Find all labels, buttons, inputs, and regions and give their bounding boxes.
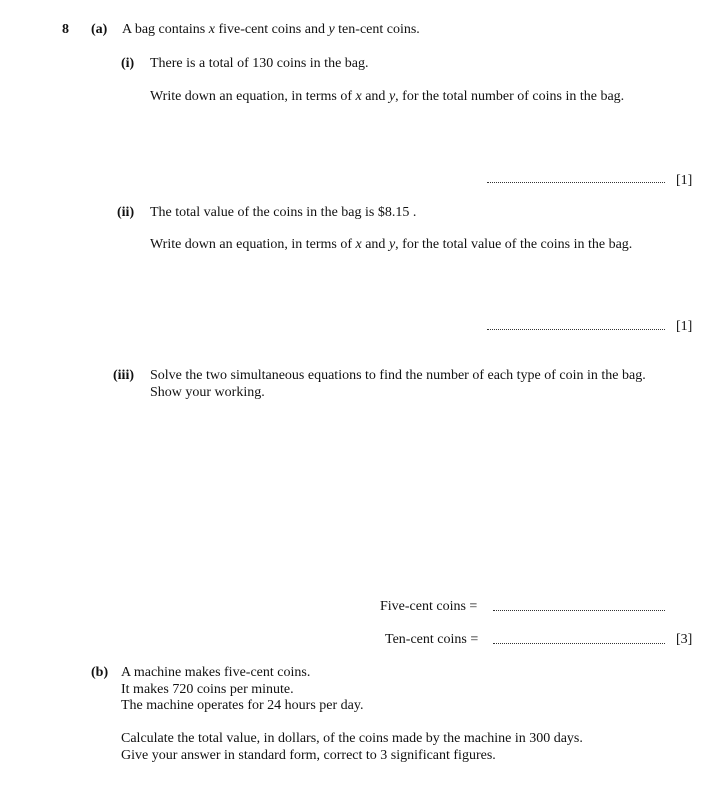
part-b-label: (b) (91, 665, 109, 680)
five-cent-label: Five-cent coins = (380, 599, 478, 614)
part-a-intro-suffix: ten-cent coins. (334, 22, 420, 37)
part-a-label: (a) (91, 22, 108, 37)
instruction-prefix: Write down an equation, in terms of (150, 237, 356, 252)
part-a-ii-label: (ii) (117, 205, 135, 220)
part-a-i-instruction (150, 89, 624, 105)
var-x: x (355, 89, 362, 104)
ten-cent-label: Ten-cent coins = (385, 632, 479, 647)
part-b-line3: The machine operates for 24 hours per day. (121, 698, 364, 713)
instruction-and: and (361, 89, 389, 104)
part-a-iii-line2: Show your working. (150, 385, 265, 400)
part-b-line5: Give your answer in standard form, correct to 3 significant figures. (121, 748, 496, 763)
part-a-ii-instruction (150, 237, 632, 253)
var-y: y (388, 237, 396, 252)
instruction-and: and (361, 237, 389, 252)
var-y: y (388, 89, 396, 104)
part-a-intro (122, 22, 420, 38)
marks-iii: [3] (676, 632, 693, 647)
var-x: x (208, 22, 215, 37)
answer-line-i[interactable] (487, 182, 665, 183)
part-a-intro-mid: five-cent coins and (214, 22, 329, 37)
part-a-iii-line1: Solve the two simultaneous equations to find the number of each type of coin in the bag. (150, 368, 646, 383)
part-a-i-statement: There is a total of 130 coins in the bag. (150, 56, 369, 71)
part-a-ii-statement: The total value of the coins in the bag is $8.15 . (150, 205, 417, 220)
part-b-line4: Calculate the total value, in dollars, of the coins made by the machine in 300 days. (121, 731, 583, 746)
part-a-i-label: (i) (121, 56, 135, 71)
instruction-suffix: , for the total value of the coins in the bag. (395, 237, 633, 252)
answer-line-five-cent[interactable] (493, 610, 665, 611)
var-y: y (328, 22, 335, 37)
question-number: 8 (62, 22, 69, 37)
var-x: x (355, 237, 362, 252)
part-b-line2: It makes 720 coins per minute. (121, 682, 294, 697)
instruction-prefix: Write down an equation, in terms of (150, 89, 356, 104)
answer-line-ten-cent[interactable] (493, 643, 665, 644)
marks-i: [1] (676, 173, 693, 188)
instruction-suffix: , for the total number of coins in the bag. (395, 89, 625, 104)
part-b-line1: A machine makes five-cent coins. (121, 665, 311, 680)
part-a-intro-prefix: A bag contains (122, 22, 209, 37)
answer-line-ii[interactable] (487, 329, 665, 330)
marks-ii: [1] (676, 319, 693, 334)
part-a-iii-label: (iii) (113, 368, 134, 383)
